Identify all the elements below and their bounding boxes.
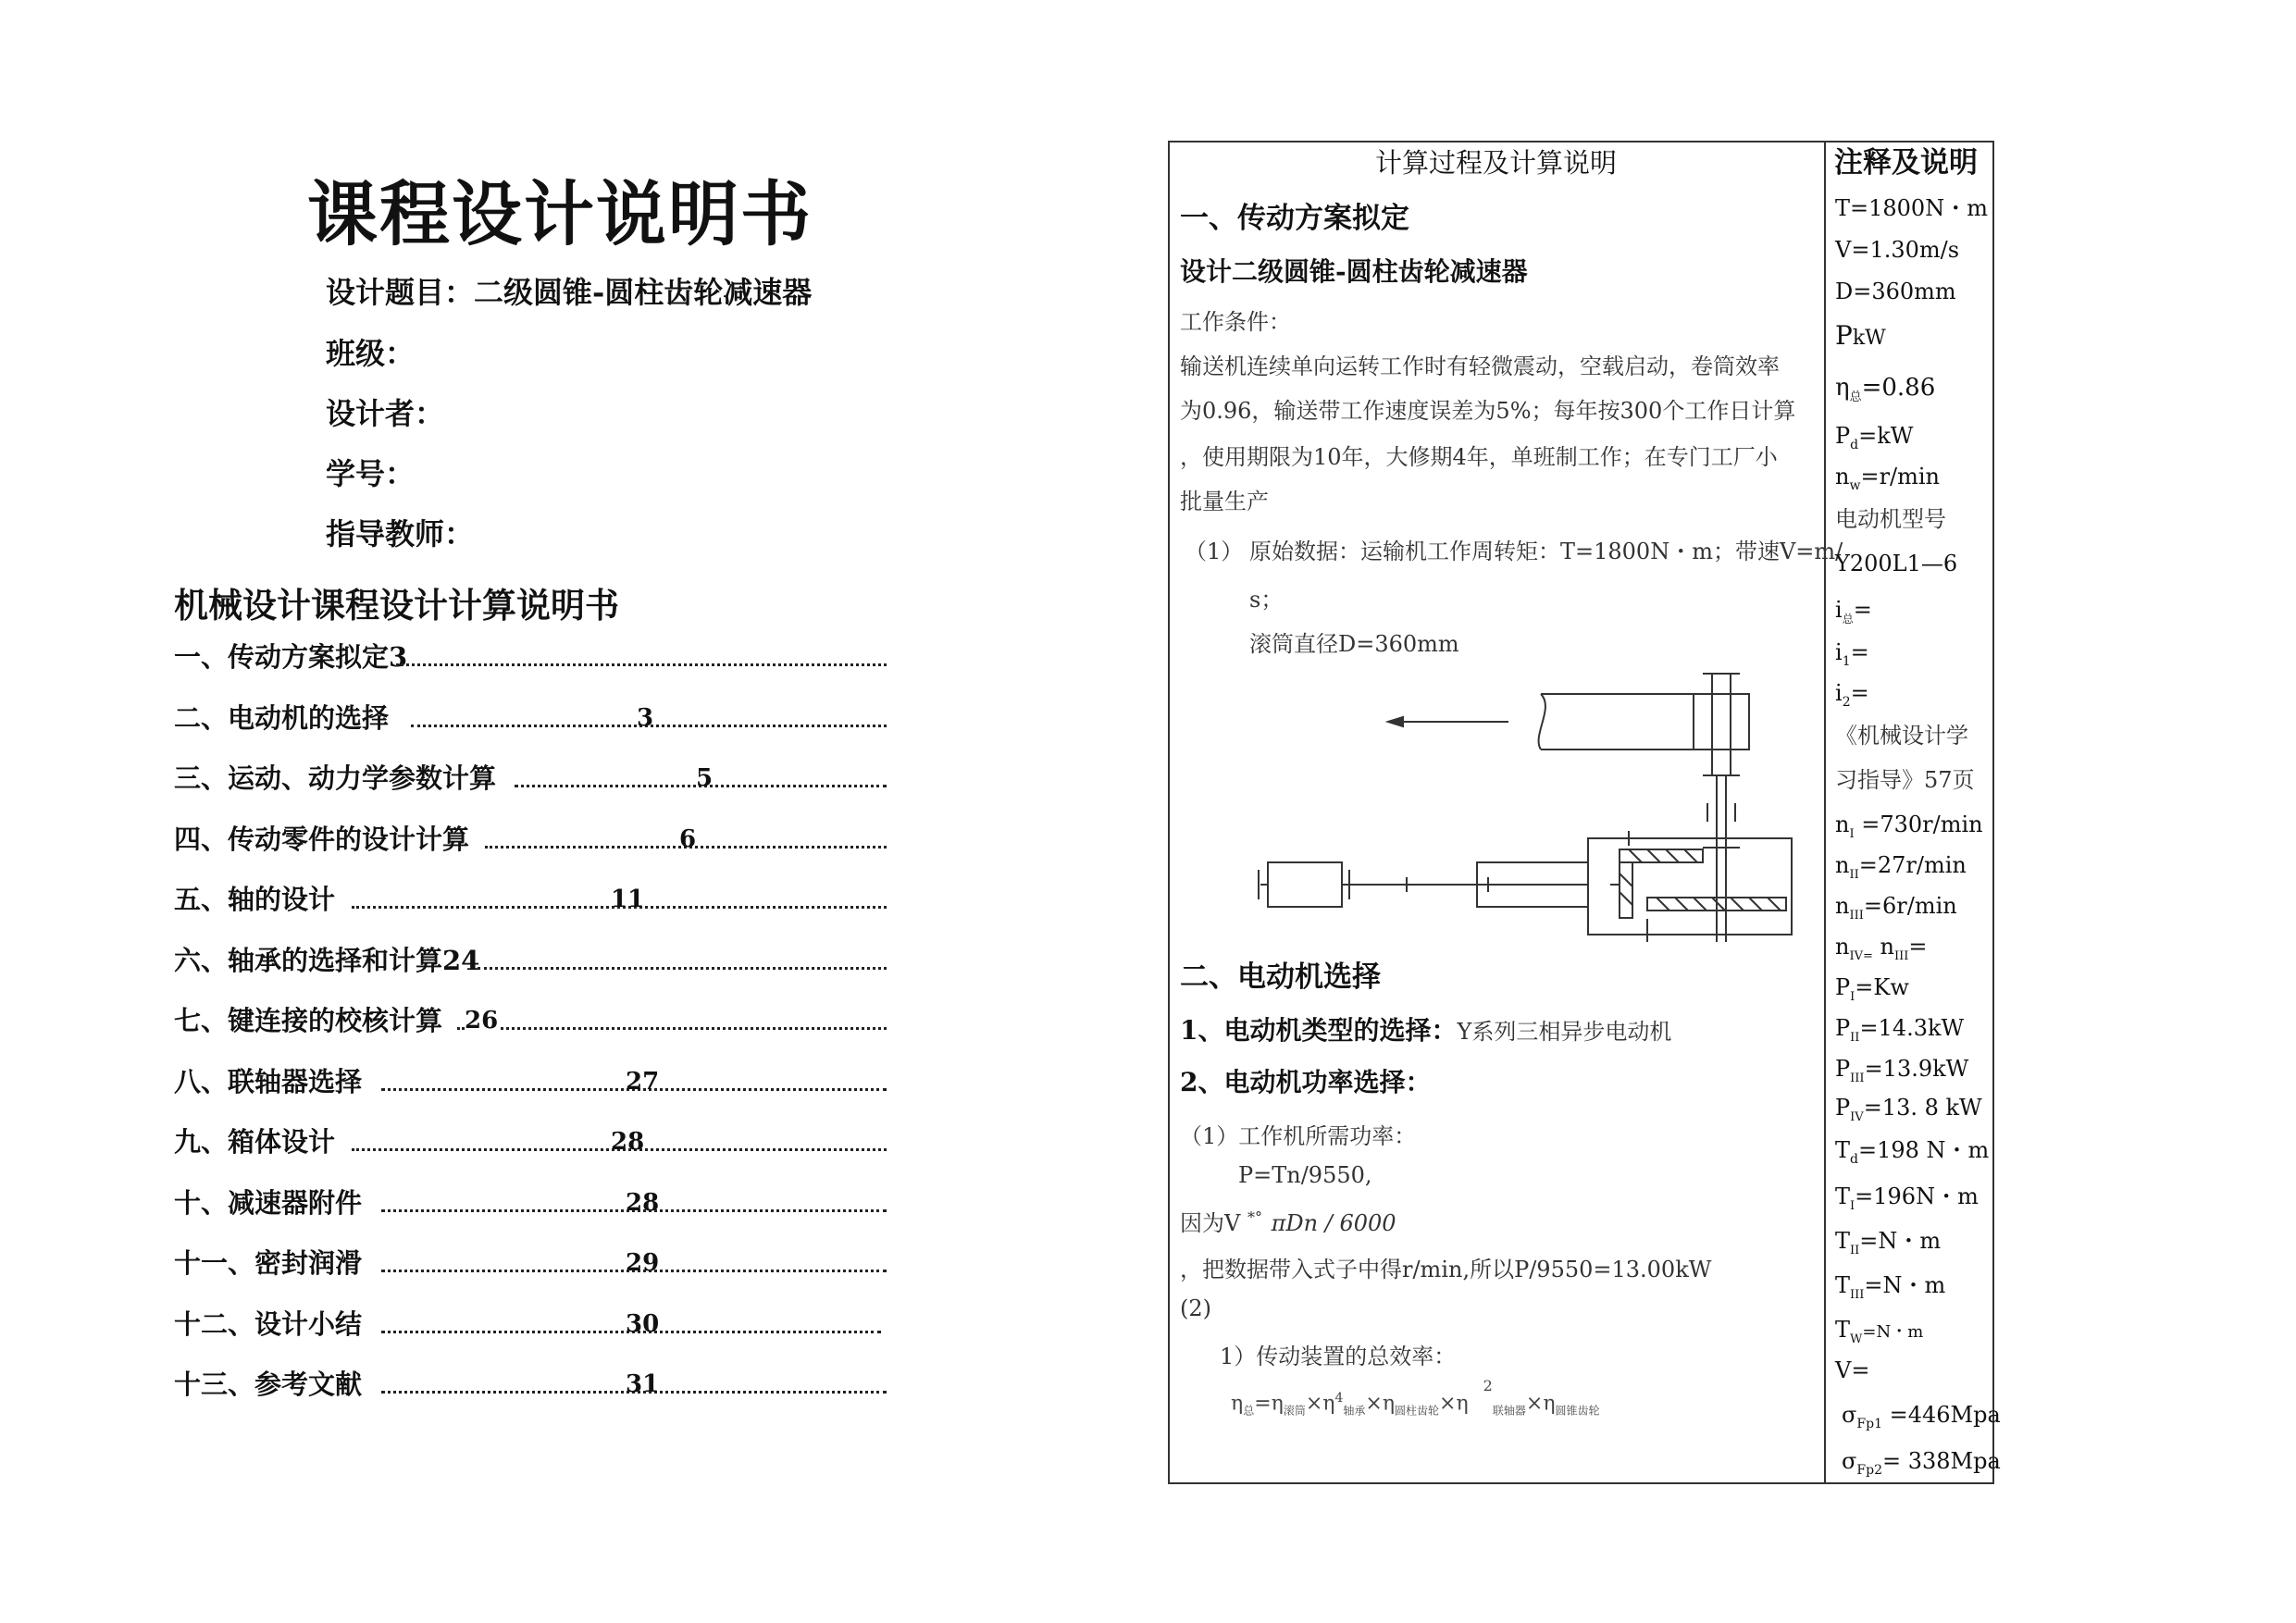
toc-page: 5 [696, 764, 714, 792]
toc-item [174, 819, 887, 860]
note-n1: $n_I =730r/\min$ [1835, 812, 1983, 841]
toc-item [174, 1061, 887, 1102]
note-n3: $n_{III}=6r/\min$ [1835, 893, 1957, 923]
toc-item [174, 1121, 887, 1162]
toc-page: 6 [679, 825, 697, 853]
efficiency-label: 1）传动装置的总效率： [1220, 1344, 1457, 1369]
designer-field: 设计者： [326, 396, 445, 431]
note-p2: $P_{II}=14.3kW$ [1835, 1015, 1965, 1045]
note-td: $T_d=198$ N・m [1835, 1137, 1990, 1167]
note-i-total: $i_总=$ [1835, 597, 1872, 626]
toc-page: 31 [626, 1370, 660, 1398]
note-i2: $i_2=$ [1835, 680, 1869, 710]
note-p4: $P_{IV}=13$. 8 kW [1835, 1095, 1982, 1124]
toc-page: 28 [626, 1189, 660, 1217]
toc-page: 28 [611, 1128, 645, 1156]
note-pd: $P_d=kW$ [1835, 423, 1914, 452]
toc-label: 二、电动机的选择 [174, 702, 390, 734]
raw-data-line: 原始数据：运输机工作周转矩：T=1800N・m；带速V=m/ [1249, 539, 1843, 564]
toc-page: 26 [465, 1000, 498, 1041]
power-requirement: （1）工作机所需功率： [1180, 1123, 1417, 1149]
toc-item [174, 940, 887, 981]
toc-item [174, 1000, 887, 1041]
efficiency-formula: $\eta_总=\eta_{滚筒}\times\eta^4_{轴承}\times\eta_{圆柱齿轮}\times\eta^2_{联轴器}\times\eta_{圆锥齿轮}$ [1231, 1377, 1600, 1418]
conveyor-drum [1539, 694, 1694, 750]
notes-column-header: 注释及说明 [1834, 146, 1978, 180]
toc-item [174, 1364, 887, 1405]
raw-data-line: 滚筒直径D=360mm [1249, 631, 1459, 657]
note-torque: T=1800N・m [1835, 195, 1988, 221]
motor [1268, 862, 1342, 907]
toc-leader [478, 967, 887, 970]
note-n4: $n_{IV=}$ $n_{III}=$ [1835, 934, 1928, 963]
motor-power-label: 2、电动机功率选择： [1180, 1067, 1432, 1097]
toc-leader [457, 1027, 887, 1030]
section-heading: 一、传动方案拟定 [1180, 202, 1409, 235]
toc-label: 五、轴的设计 [174, 884, 336, 915]
toc-page: 3 [637, 704, 654, 732]
note-t1: $T_I=196N$・m [1835, 1183, 1979, 1213]
toc-page: 29 [626, 1249, 660, 1277]
note-power: PkW [1835, 320, 1886, 351]
toc-label: 十一、密封润滑 [174, 1247, 363, 1279]
toc-label: 七、键连接的校核计算 [174, 1005, 443, 1036]
drum-housing [1694, 694, 1749, 750]
toc-item [174, 637, 887, 677]
note-t3: $T_{III}=N$・m [1835, 1272, 1946, 1302]
class-field: 班级： [326, 336, 416, 371]
section-subheading: 设计二级圆锥-圆柱齿轮减速器 [1180, 256, 1528, 287]
column-divider [1824, 141, 1826, 1484]
velocity-formula: 因为V *° πDn / 6000 [1180, 1208, 1396, 1236]
toc-item [174, 1304, 887, 1344]
toc-item [174, 758, 887, 799]
toc-label: 十二、设计小结 [174, 1308, 363, 1340]
transmission-diagram [1240, 664, 1795, 942]
toc-label: 十三、参考文献 [174, 1369, 363, 1400]
toc-page: 27 [626, 1068, 660, 1096]
toc-item [174, 1243, 887, 1283]
note-sigma-fp1: $\sigma_{Fp1} =446Mpa$ [1842, 1402, 2001, 1431]
toc-label: 三、运动、动力学参数计算 [174, 762, 497, 794]
substitution-line: ，把数据带入式子中得r/min,所以P/9550=13.00kW [1180, 1257, 1712, 1282]
item-number: (2) [1180, 1295, 1211, 1321]
toc-page: 30 [626, 1310, 660, 1338]
student-id-field: 学号： [326, 456, 416, 491]
note-motor-model-label: 电动机型号 [1835, 506, 1946, 532]
toc-label: 六、轴承的选择和计算24 [174, 945, 480, 976]
toc-label: 四、传动零件的设计计算 [174, 824, 470, 855]
note-v2: V= [1835, 1357, 1870, 1383]
section-heading: 二、电动机选择 [1180, 960, 1381, 994]
toc-label: 八、联轴器选择 [174, 1066, 363, 1097]
note-reference-line: 习指导》57页 [1835, 767, 1975, 793]
note-sigma-fp2: $\sigma_{Fp2}= 338Mpa$ [1842, 1448, 2001, 1478]
calc-manual-title: 机械设计课程设计计算说明书 [174, 585, 619, 626]
work-conditions-line: 为0.96，输送带工作速度误差为5%；每年按300个工作日计算 [1180, 398, 1796, 424]
work-conditions-label: 工作条件： [1180, 309, 1291, 335]
toc-label: 九、箱体设计 [174, 1126, 336, 1158]
design-topic: 设计题目：二级圆锥-圆柱齿轮减速器 [326, 275, 813, 310]
toc-page: 11 [611, 886, 645, 913]
work-conditions-line: ，使用期限为10年，大修期4年，单班制工作；在专门工厂小 [1180, 444, 1778, 470]
raw-data-index: （1） [1185, 539, 1244, 564]
note-tw: $T_W=N$・m [1835, 1317, 1924, 1346]
toc-label: 一、传动方案拟定3 [174, 641, 408, 673]
calc-column-header: 计算过程及计算说明 [1374, 147, 1617, 179]
note-diameter: D=360mm [1835, 279, 1956, 304]
document-title: 课程设计说明书 [307, 173, 813, 255]
toc-item [174, 698, 887, 738]
raw-data-line: s； [1249, 587, 1284, 613]
motor-type-label: 1、电动机类型的选择： [1180, 1015, 1458, 1046]
motor-type-line [1180, 1010, 1671, 1047]
note-p1: $P_I=Kw$ [1835, 974, 1909, 1004]
work-conditions-line: 输送机连续单向运转工作时有轻微震动，空载启动，卷筒效率 [1180, 353, 1780, 379]
work-conditions-line: 批量生产 [1180, 489, 1269, 514]
toc-label: 十、减速器附件 [174, 1187, 363, 1219]
note-p3: $P_{III}=13.9kW$ [1835, 1056, 1969, 1085]
advisor-field: 指导教师： [326, 516, 475, 551]
note-n2: $n_{II}=27r/\min$ [1835, 852, 1967, 882]
power-formula: P=Tn/9550, [1238, 1162, 1372, 1188]
note-motor-model: Y200L1—6 [1835, 551, 1958, 576]
note-nw: $n_w=r/\min$ [1835, 464, 1941, 493]
toc-item [174, 1183, 887, 1223]
toc-item [174, 879, 887, 920]
note-i1: $i_1=$ [1835, 639, 1869, 669]
toc-leader [396, 663, 887, 666]
note-velocity: V=1.30m/s [1835, 237, 1960, 263]
note-efficiency: $\eta_总=0.86$ [1835, 374, 1936, 405]
note-reference-line: 《机械设计学 [1835, 723, 1968, 749]
note-t2: $T_{II}=N$・m [1835, 1228, 1942, 1258]
arrow-head [1388, 717, 1403, 726]
formula-symbol: *° [1247, 1208, 1262, 1226]
motor-type-value: Y系列三相异步电动机 [1457, 1019, 1672, 1045]
